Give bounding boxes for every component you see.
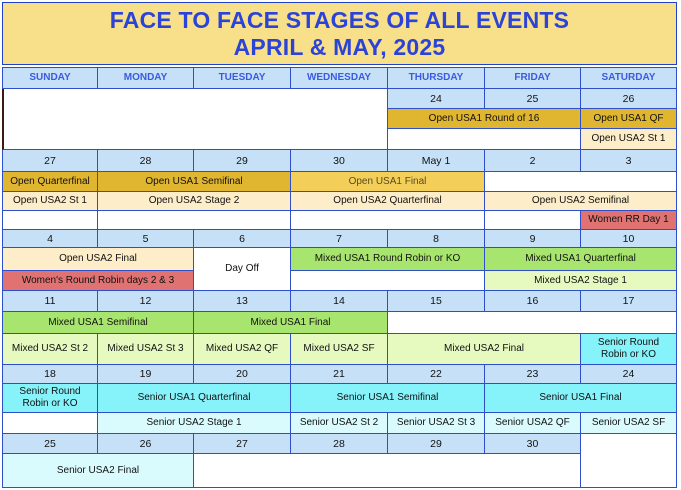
date-may16 — [485, 291, 581, 312]
senior-usa2-final — [2, 454, 194, 488]
senior-usa2-st2 — [291, 413, 388, 434]
mixed-usa2-sf-label: Mixed USA2 SF — [303, 343, 375, 354]
mixed-usa1-rr-ko-label: Mixed USA1 Round Robin or KO — [314, 253, 461, 264]
empty-fri-sat-r5 — [485, 172, 677, 192]
date-may3-label: 3 — [625, 154, 632, 167]
mixed-usa2-st3 — [98, 334, 194, 365]
date-may25-label: 25 — [44, 437, 56, 450]
mixed-usa2-st2-label: Mixed USA2 St 2 — [11, 343, 89, 354]
empty-r7-wed-thu — [291, 211, 485, 230]
open-usa2-final — [2, 248, 194, 271]
senior-rr-ko-sat-label: Senior Round Robin or KO — [597, 337, 660, 360]
date-apr27 — [2, 150, 98, 172]
date-may28 — [291, 434, 388, 454]
senior-usa2-st3-label: Senior USA2 St 3 — [396, 417, 476, 428]
open-usa2-quarterfinal — [291, 192, 485, 211]
date-may29 — [388, 434, 485, 454]
date-may1-label: May 1 — [421, 154, 451, 167]
date-apr24 — [388, 89, 485, 109]
date-may24-label: 24 — [622, 368, 635, 380]
womens-rr-days-2-3 — [2, 271, 194, 291]
mixed-usa2-stage1 — [485, 271, 677, 291]
senior-usa2-sf-label: Senior USA2 SF — [591, 417, 666, 428]
senior-usa1-quarterfinal-label: Senior USA1 Quarterfinal — [137, 392, 251, 403]
senior-usa2-st3 — [388, 413, 485, 434]
day-header-saturday: SATURDAY — [581, 67, 677, 89]
womens-rr-days-2-3-label: Women's Round Robin days 2 & 3 — [21, 274, 175, 286]
date-may20 — [194, 365, 291, 384]
date-may2-label: 2 — [529, 154, 536, 167]
open-usa2-st1-sat — [581, 129, 677, 150]
day-header-friday: FRIDAY — [485, 67, 581, 89]
senior-usa2-st2-label: Senior USA2 St 2 — [299, 417, 379, 428]
date-may3 — [581, 150, 677, 172]
date-apr30 — [291, 150, 388, 172]
date-apr29 — [194, 150, 291, 172]
day-header-tuesday: TUESDAY — [194, 67, 291, 89]
senior-rr-ko-sun — [2, 384, 98, 413]
date-may26 — [98, 434, 194, 454]
date-may25 — [2, 434, 98, 454]
date-may19-label: 19 — [139, 368, 152, 380]
open-usa2-st1-sun — [2, 192, 98, 211]
date-may15 — [388, 291, 485, 312]
date-may6 — [194, 230, 291, 248]
date-may9-label: 9 — [529, 232, 536, 245]
mixed-usa1-quarterfinal-label: Mixed USA1 Quarterfinal — [525, 253, 636, 264]
senior-rr-ko-sat — [581, 334, 677, 365]
date-may13 — [194, 291, 291, 312]
mixed-usa2-final-label: Mixed USA2 Final — [443, 343, 525, 354]
date-may16-label: 16 — [526, 295, 539, 307]
date-may24 — [581, 365, 677, 384]
date-may12-label: 12 — [139, 295, 152, 307]
empty-r7-mon-tue — [98, 211, 291, 230]
date-apr26 — [581, 89, 677, 109]
open-usa1-final — [291, 172, 485, 192]
day-header-thursday: THURSDAY — [388, 67, 485, 89]
date-may18-label: 18 — [44, 368, 56, 380]
date-may28-label: 28 — [333, 437, 345, 450]
open-usa1-final-label: Open USA1 Final — [348, 175, 427, 187]
day-header-sunday: SUNDAY — [2, 67, 98, 89]
senior-usa1-quarterfinal — [98, 384, 291, 413]
date-may7-label: 7 — [336, 232, 342, 245]
empty-start — [2, 89, 388, 150]
date-may4 — [2, 230, 98, 248]
date-may8 — [388, 230, 485, 248]
mixed-usa1-final-label: Mixed USA1 Final — [250, 316, 331, 328]
mixed-usa2-qf-label: Mixed USA2 QF — [205, 343, 279, 354]
date-apr25-label: 25 — [526, 92, 539, 105]
empty-r16-sun — [2, 413, 98, 434]
open-usa2-final-label: Open USA2 Final — [59, 253, 137, 264]
open-usa2-semifinal-label: Open USA2 Semifinal — [531, 195, 630, 206]
date-may20-label: 20 — [236, 368, 248, 380]
open-usa2-stage2-label: Open USA2 Stage 2 — [148, 195, 240, 206]
date-may30-label: 30 — [526, 437, 539, 450]
mixed-usa2-qf — [194, 334, 291, 365]
empty-r10-wed-thu — [291, 271, 485, 291]
mixed-usa1-quarterfinal — [485, 248, 677, 271]
date-may21 — [291, 365, 388, 384]
date-may14-label: 14 — [333, 295, 345, 307]
open-usa1-semifinal-label: Open USA1 Semifinal — [145, 175, 243, 187]
date-may26-label: 26 — [139, 437, 152, 450]
date-may21-label: 21 — [333, 368, 345, 380]
senior-rr-ko-sun-label: Senior Round Robin or KO — [19, 386, 81, 409]
date-may17-label: 17 — [622, 295, 635, 307]
date-may13-label: 13 — [236, 295, 248, 307]
date-may17 — [581, 291, 677, 312]
date-may5-label: 5 — [142, 232, 149, 245]
open-usa1-semifinal — [98, 172, 291, 192]
mixed-usa1-semifinal — [2, 312, 194, 334]
mixed-usa1-semifinal-label: Mixed USA1 Semifinal — [48, 316, 148, 328]
date-may10 — [581, 230, 677, 248]
date-apr30-label: 30 — [333, 154, 345, 167]
date-may6-label: 6 — [239, 232, 245, 245]
mixed-usa2-sf — [291, 334, 388, 365]
mixed-usa1-rr-ko — [291, 248, 485, 271]
empty-r7-sun — [2, 211, 98, 230]
date-may11 — [2, 291, 98, 312]
open-usa1-r16 — [388, 109, 581, 129]
open-usa1-r16-label: Open USA1 Round of 16 — [428, 112, 540, 124]
empty-r18-tue-fri — [194, 454, 581, 488]
open-usa2-st1-sat-label: Open USA2 St 1 — [591, 133, 666, 144]
title-banner — [2, 2, 677, 65]
open-usa2-quarterfinal-label: Open USA2 Quarterfinal — [333, 195, 442, 206]
date-may27-label: 27 — [236, 437, 248, 450]
day-header-monday: MONDAY — [98, 67, 194, 89]
date-may5 — [98, 230, 194, 248]
date-apr24-label: 24 — [430, 92, 442, 105]
date-may23-label: 23 — [526, 368, 539, 380]
title-line-1: FACE TO FACE STAGES OF ALL EVENTS — [109, 6, 570, 33]
mixed-usa2-final — [388, 334, 581, 365]
senior-usa2-stage1-label: Senior USA2 Stage 1 — [146, 417, 242, 428]
date-apr27-label: 27 — [44, 154, 56, 167]
date-apr26-label: 26 — [622, 92, 635, 105]
date-may4-label: 4 — [47, 232, 53, 245]
senior-usa2-stage1 — [98, 413, 291, 434]
date-may22 — [388, 365, 485, 384]
open-usa2-st1-sun-label: Open USA2 St 1 — [13, 195, 87, 206]
senior-usa1-semifinal — [291, 384, 485, 413]
open-usa2-semifinal — [485, 192, 677, 211]
date-may7 — [291, 230, 388, 248]
empty-r12-thu-sat — [388, 312, 677, 334]
date-may9 — [485, 230, 581, 248]
open-usa1-qf-label: Open USA1 QF — [593, 112, 664, 124]
date-may11-label: 11 — [44, 295, 56, 307]
date-may12 — [98, 291, 194, 312]
women-rr-day1-label: Women RR Day 1 — [588, 214, 669, 225]
date-may8-label: 8 — [433, 232, 439, 245]
date-may22-label: 22 — [430, 368, 442, 380]
senior-usa2-qf — [485, 413, 581, 434]
empty-r17-sat — [581, 434, 677, 488]
women-rr-day1 — [581, 211, 677, 230]
open-usa1-qf — [581, 109, 677, 129]
open-quarterfinal-label: Open Quarterfinal — [10, 175, 90, 187]
senior-usa1-final-label: Senior USA1 Final — [539, 392, 622, 403]
date-may2 — [485, 150, 581, 172]
date-apr28-label: 28 — [139, 154, 152, 167]
date-may23 — [485, 365, 581, 384]
title-line-2: APRIL & MAY, 2025 — [233, 33, 446, 60]
day-off — [194, 248, 291, 291]
calendar-grid — [2, 67, 677, 488]
senior-usa1-final — [485, 384, 677, 413]
date-may1 — [388, 150, 485, 172]
senior-usa2-sf — [581, 413, 677, 434]
date-apr29-label: 29 — [236, 154, 248, 167]
senior-usa1-semifinal-label: Senior USA1 Semifinal — [336, 392, 439, 403]
empty-thu-fri-r3 — [388, 129, 581, 150]
senior-usa2-qf-label: Senior USA2 QF — [495, 417, 570, 428]
date-may18 — [2, 365, 98, 384]
date-may30 — [485, 434, 581, 454]
mixed-usa2-st3-label: Mixed USA2 St 3 — [107, 343, 184, 354]
date-may10-label: 10 — [622, 232, 635, 245]
open-usa2-stage2 — [98, 192, 291, 211]
date-may15-label: 15 — [430, 295, 442, 307]
date-apr25 — [485, 89, 581, 109]
day-off-label: Day Off — [225, 263, 259, 274]
date-may19 — [98, 365, 194, 384]
senior-usa2-final-label: Senior USA2 Final — [56, 464, 140, 476]
empty-r7-fri — [485, 211, 581, 230]
mixed-usa2-stage1-label: Mixed USA2 Stage 1 — [534, 274, 627, 286]
mixed-usa1-final — [194, 312, 388, 334]
date-may27 — [194, 434, 291, 454]
date-may29-label: 29 — [430, 437, 442, 450]
mixed-usa2-st2 — [2, 334, 98, 365]
open-quarterfinal — [2, 172, 98, 192]
date-may14 — [291, 291, 388, 312]
date-apr28 — [98, 150, 194, 172]
day-header-wednesday: WEDNESDAY — [291, 67, 388, 89]
